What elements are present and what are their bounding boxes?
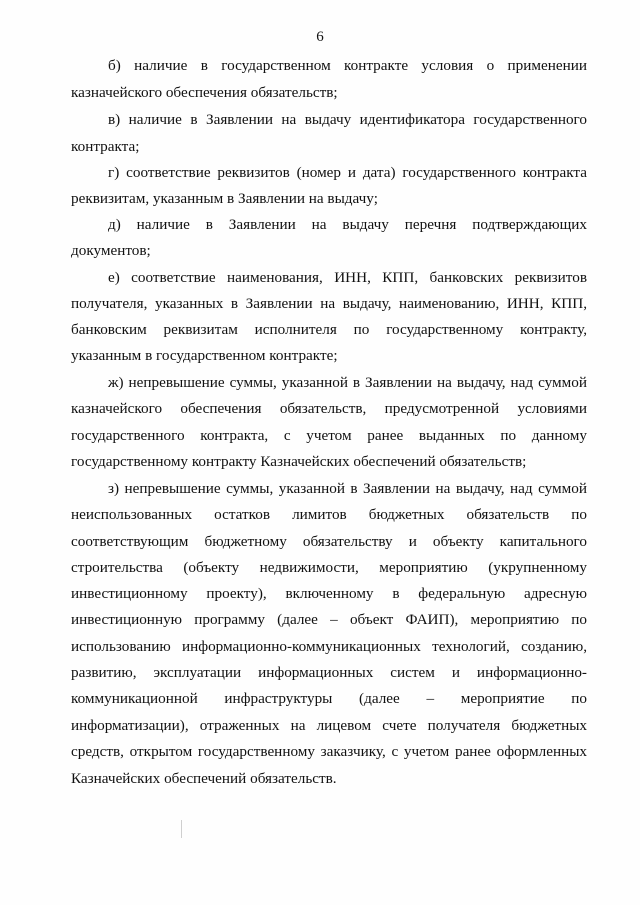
text-line: реквизитам, указанным в Заявлении на выдачу; (71, 190, 378, 207)
scan-artifact (181, 820, 182, 838)
text-line: указанным в государственном контракте; (71, 347, 338, 364)
text-line: инвестиционному проекту), включенному в федеральную адресную (71, 585, 587, 602)
text-line: государственному контракту Казначейских обеспечений обязательств; (71, 453, 527, 470)
text-line: банковским реквизитам исполнителя по государственному контракту, (71, 321, 587, 338)
text-line: г) соответствие реквизитов (номер и дата) государственного контракта (108, 164, 587, 181)
page-number: 6 (316, 29, 324, 45)
text-line: ж) непревышение суммы, указанной в Заявлении на выдачу, над суммой (108, 374, 587, 391)
text-line: з) непревышение суммы, указанной в Заявлении на выдачу, над суммой (108, 480, 587, 497)
text-line: получателя, указанных в Заявлении на выдачу, наименованию, ИНН, КПП, (71, 295, 587, 312)
text-line: инвестиционную программу (далее – объект ФАИП), мероприятию по (71, 611, 587, 628)
text-line: контракта; (71, 138, 140, 155)
text-line: е) соответствие наименования, ИНН, КПП, банковских реквизитов (108, 269, 587, 286)
text-line: неиспользованных остатков лимитов бюджетных обязательств по (71, 506, 587, 523)
text-line: казначейского обеспечения обязательств; (71, 84, 338, 101)
text-line: в) наличие в Заявлении на выдачу идентификатора государственного (108, 111, 587, 128)
text-line: казначейского обеспечения обязательств, предусмотренной условиями (71, 400, 587, 417)
text-line: средств, открытом государственному заказчику, с учетом ранее оформленных (71, 743, 587, 760)
text-line: развитию, эксплуатации информационных систем и информационно- (71, 664, 587, 681)
text-line: строительства (объекту недвижимости, мероприятию (укрупненному (71, 559, 587, 576)
text-line: коммуникационной инфраструктуры (далее – мероприятие по (71, 690, 587, 707)
text-line: использованию информационно-коммуникационных технологий, созданию, (71, 638, 587, 655)
text-line: б) наличие в государственном контракте условия о применении (108, 57, 587, 74)
text-line: государственного контракта, с учетом ранее выданных по данному (71, 427, 587, 444)
text-line: документов; (71, 242, 151, 259)
text-line: Казначейских обеспечений обязательств. (71, 770, 337, 787)
text-line: информатизации), отраженных на лицевом счете получателя бюджетных (71, 717, 587, 734)
text-line: соответствующим бюджетному обязательству и объекту капитального (71, 533, 587, 550)
text-line: д) наличие в Заявлении на выдачу перечня подтверждающих (108, 216, 587, 233)
